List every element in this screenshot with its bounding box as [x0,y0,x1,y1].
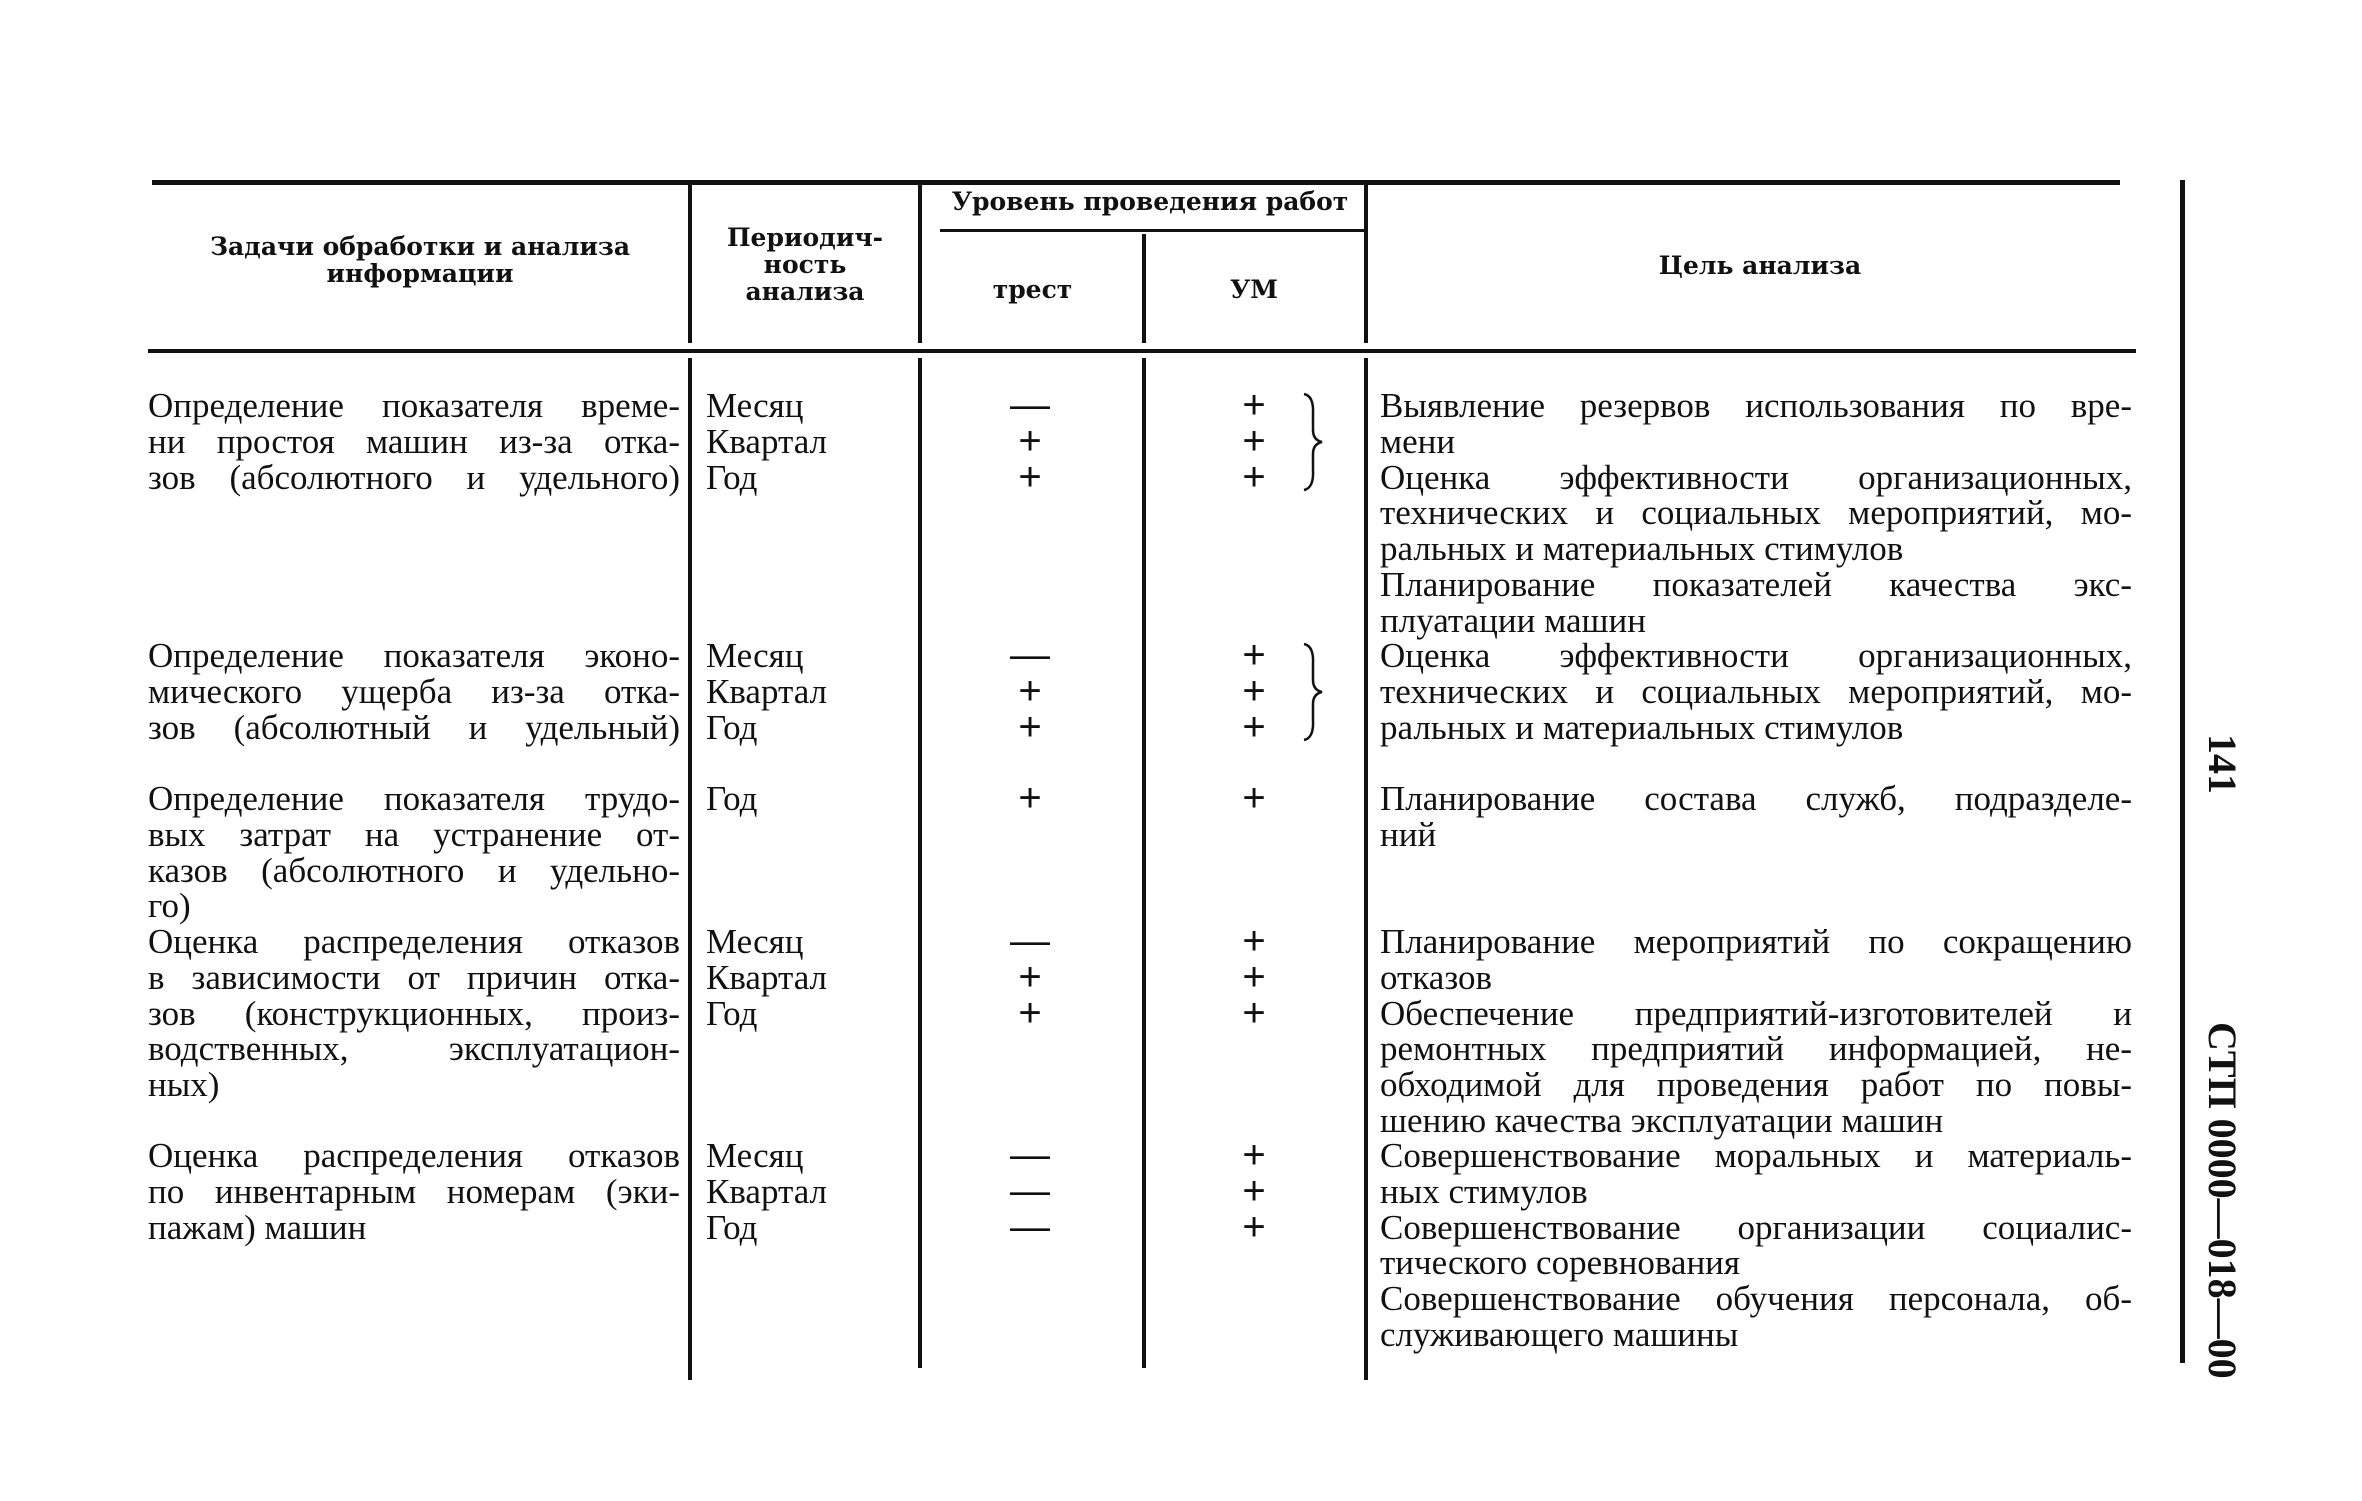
trust-mark: — [1010,1169,1050,1213]
column-divider [688,183,692,343]
column-divider [1364,358,1368,1380]
row-period: Месяц Квартал Год [706,1136,828,1247]
um-mark: + [1242,455,1266,499]
trust-mark: — [1010,1205,1050,1249]
trust-mark: + [1018,776,1042,820]
um-mark: + [1242,705,1266,749]
trust-mark: + [1018,955,1042,999]
header-period: Периодич- ность анализа [726,223,884,306]
trust-mark: + [1018,455,1042,499]
row-task: Оценка распределения отказов по инвентарным номерам (эки- пажам) машин [148,1136,680,1247]
trust-mark: — [1010,383,1050,427]
column-divider [1142,234,1146,343]
row-task: Оценка распределения отказов в зависимости от причин отка- зов (конструкционных, произ- водственных, эксплуатацион- ных) [148,922,680,1105]
row-period: Год [706,779,758,818]
row-period: Месяц Квартал Год [706,386,828,497]
row-goal: Планирование состава служб, подразделе- ний [1380,779,2132,854]
um-mark: + [1242,1133,1266,1177]
um-mark: + [1242,633,1266,677]
um-mark: + [1242,776,1266,820]
trust-mark: — [1010,919,1050,963]
row-task: Определение показателя эконо- мического ущерба из-за отка- зов (абсолютный и удельный) [148,636,680,747]
column-divider [918,183,922,343]
header-level-um: УМ [1230,275,1278,304]
table-top-rule [152,180,2120,185]
header-task: Задачи обработки и анализа информации [209,232,631,288]
row-goal: Оценка эффективности организационных, технических и социальных мероприятий, мо- ральных и материальных стимулов [1380,636,2132,747]
um-mark: + [1242,669,1266,713]
trust-mark: — [1010,1133,1050,1177]
trust-mark: + [1018,419,1042,463]
um-mark: + [1242,383,1266,427]
um-mark: + [1242,919,1266,963]
um-mark: + [1242,419,1266,463]
column-divider [688,358,692,1380]
table-header-rule [148,349,2136,353]
header-goal: Цель анализа [1658,251,1862,280]
right-brace-icon [1300,392,1326,492]
row-task: Определение показателя трудо- вых затрат на устранение от- казов (абсолютного и удельно- го) [148,779,680,926]
column-divider [1142,358,1146,1368]
row-goal: Совершенствование моральных и материаль- ных стимулов Совершенствование организации социалис- тического соревнования Совершенствование обучения персонала, об- служивающего машины [1380,1136,2132,1354]
header-level: Уровень проведения работ [951,187,1349,216]
trust-mark: + [1018,705,1042,749]
page-number: 141 [2200,734,2245,794]
trust-mark: + [1018,669,1042,713]
um-mark: + [1242,1169,1266,1213]
row-period: Месяц Квартал Год [706,636,828,747]
trust-mark: — [1010,633,1050,677]
um-mark: + [1242,991,1266,1035]
um-mark: + [1242,1205,1266,1249]
row-goal: Планирование мероприятий по сокращению отказов Обеспечение предприятий-изготовителей и ремонтных предприятий информацией, не- обходимой для проведения работ по повы- шению качества эксплуатации машин [1380,922,2132,1140]
row-task: Определение показателя време- ни простоя машин из-за отка- зов (абсолютного и удельного) [148,386,680,497]
row-goal: Выявление резервов использования по вре- мени Оценка эффективности организационных, технических и социальных мероприятий, мо- ральных и материальных стимулов Планирование показателей качества экс- плуатации машин [1380,386,2132,640]
right-brace-icon [1300,642,1326,742]
row-period: Месяц Квартал Год [706,922,828,1033]
header-level-trust: трест [992,275,1073,304]
level-header-rule [940,229,1364,232]
um-mark: + [1242,955,1266,999]
document-code: СТП 0000—018—00 [2200,1022,2245,1379]
column-divider [918,358,922,1368]
page-margin-rule [2180,180,2185,1363]
trust-mark: + [1018,991,1042,1035]
